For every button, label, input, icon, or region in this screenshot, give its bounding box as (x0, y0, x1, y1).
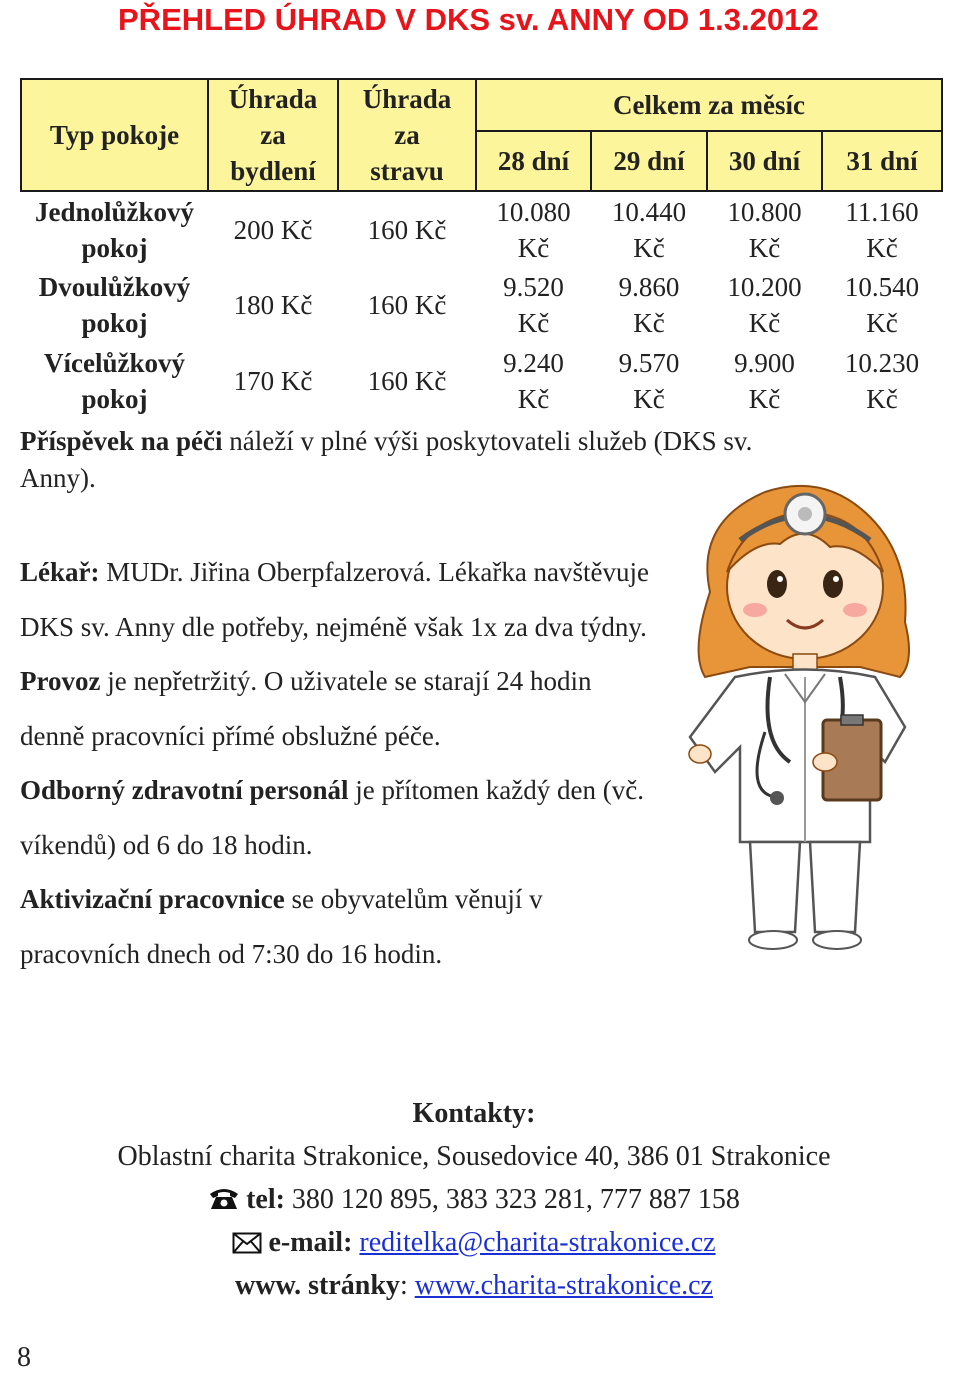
care-allowance-note: Příspěvek na péči náleží v plné výši poskytovateli služeb (DKS sv. Anny). (20, 426, 753, 493)
page-number: 8 (17, 1342, 31, 1373)
housing-fee: 170 Kč (233, 366, 313, 396)
total-31: 10.230 Kč (844, 348, 920, 414)
total-28: 9.520 Kč (503, 272, 564, 338)
contacts-heading: Kontakty: (412, 1098, 536, 1129)
table-row (21, 267, 942, 343)
header-30-days: 30 dní (707, 131, 822, 191)
activity-workers-paragraph: Aktivizační pracovnice se obyvatelům věnují v pracovních dnech od 7:30 do 16 hodin. (20, 884, 543, 969)
total-31: 11.160 Kč (845, 196, 919, 263)
table-row (21, 343, 942, 419)
food-fee: 160 Kč (367, 214, 447, 245)
contacts-web: www. stránky: www.charita-strakonice.cz (235, 1270, 713, 1301)
medical-staff-paragraph: Odborný zdravotní personál je přítomen každý den (vč. víkendů) od 6 do 18 hodin. (20, 775, 644, 860)
total-29: 9.860 Kč (618, 272, 680, 338)
header-28-days: 28 dní (476, 131, 591, 191)
contacts-block (0, 1092, 948, 1307)
email-link[interactable]: reditelka@charita-strakonice.cz (359, 1227, 716, 1258)
contacts-email: e-mail: reditelka@charita-strakonice.cz (0, 1221, 948, 1264)
total-29: 9.570 Kč (618, 348, 680, 414)
website-link[interactable]: www.charita-strakonice.cz (414, 1270, 713, 1301)
table-row (21, 191, 942, 267)
doctor-paragraph: Lékař: MUDr. Jiřina Oberpfalzerová. Lékařka navštěvuje DKS sv. Anny dle potřeby, nejméně však 1x za dva týdny. (20, 557, 650, 642)
operation-paragraph: Provoz je nepřetržitý. O uživatele se starají 24 hodin denně pracovníci přímé obslužné péče. (20, 666, 592, 751)
telephone-icon (208, 1185, 240, 1211)
header-room-type: Typ pokoje (21, 79, 208, 191)
header-food: Úhrada za stravu (338, 79, 476, 191)
room-type: Vícelůžkový pokoj (44, 348, 185, 414)
contacts-address: Oblastní charita Strakonice, Sousedovice 40, 386 01 Strakonice (117, 1141, 831, 1172)
room-type: Dvoulůžkový pokoj (38, 272, 191, 338)
total-28: 9.240 Kč (503, 348, 564, 414)
total-31: 10.540 Kč (844, 272, 920, 338)
housing-fee: 200 Kč (233, 214, 313, 245)
envelope-icon (232, 1232, 262, 1254)
food-fee: 160 Kč (367, 290, 447, 320)
header-housing: Úhrada za bydlení (208, 79, 338, 191)
room-type: Jednolůžkový pokoj (34, 196, 195, 263)
service-info (20, 545, 660, 981)
housing-fee: 180 Kč (233, 290, 313, 320)
fees-table (20, 78, 943, 419)
total-30: 10.200 Kč (727, 272, 802, 338)
header-29-days: 29 dní (591, 131, 707, 191)
total-30: 10.800 Kč (727, 196, 802, 263)
nurse-illustration (655, 462, 955, 962)
total-29: 10.440 Kč (611, 196, 687, 263)
contacts-phone: tel: 380 120 895, 383 323 281, 777 887 158 (0, 1178, 948, 1221)
header-total-month: Celkem za měsíc (476, 79, 942, 131)
header-31-days: 31 dní (822, 131, 942, 191)
total-30: 9.900 Kč (734, 348, 795, 414)
food-fee: 160 Kč (367, 366, 447, 396)
total-28: 10.080 Kč (496, 196, 571, 263)
page-title: PŘEHLED ÚHRAD V DKS sv. ANNY OD 1.3.2012 (118, 2, 819, 37)
